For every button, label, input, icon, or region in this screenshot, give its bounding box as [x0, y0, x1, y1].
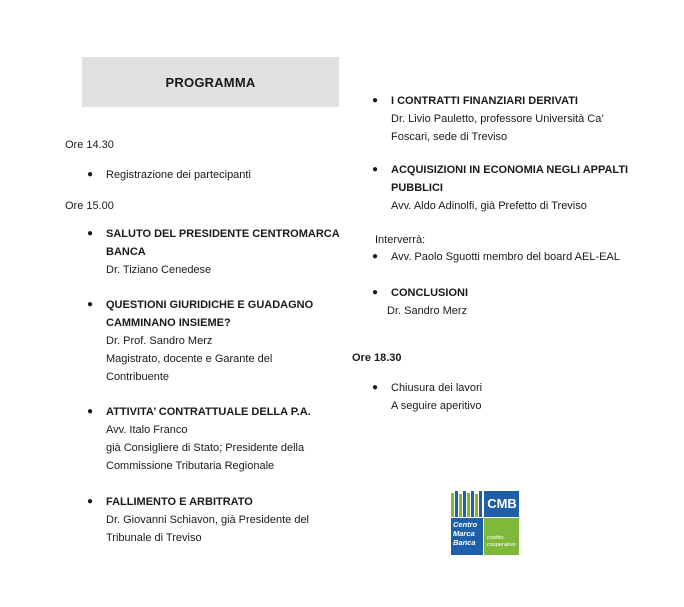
bullet-icon: ●: [87, 228, 94, 239]
list-item-fallimento: ● FALLIMENTO E ARBITRATO Dr. Giovanni Schiavon, già Presidente del Tribunale di Treviso: [106, 493, 309, 547]
list-item-saluto: ● SALUTO DEL PRESIDENTE CENTROMARCA BANCA Dr. Tiziano Cenedese: [106, 225, 340, 279]
program-title-box: [82, 57, 339, 107]
logo-abbr: CMB: [487, 496, 517, 511]
bullet-icon: ●: [372, 287, 379, 298]
bullet-icon: ●: [87, 406, 94, 417]
bullet-icon: ●: [87, 299, 94, 310]
list-item-derivati: ● I CONTRATTI FINANZIARI DERIVATI Dr. Livio Pauletto, professore Università Ca’ Foscari, sede di Treviso: [391, 92, 604, 146]
time-1830: Ore 18.30: [352, 352, 402, 364]
program-title: PROGRAMMA: [165, 74, 256, 90]
logo-name: Centro Marca Banca: [453, 520, 478, 547]
bullet-icon: ●: [87, 169, 94, 180]
logo-subtitle: credito cooperativo: [487, 535, 516, 548]
bullet-icon: ●: [372, 382, 379, 393]
list-item-registration: ● Registrazione dei partecipanti: [106, 166, 251, 184]
bullet-icon: ●: [372, 251, 379, 262]
list-item-acquisizioni: ● ACQUISIZIONI IN ECONOMIA NEGLI APPALTI PUBBLICI Avv. Aldo Adinolfi, già Prefetto di Treviso: [391, 161, 628, 215]
list-item-sguotti: ● Avv. Paolo Sguotti membro del board AEL-EAL: [391, 248, 620, 266]
bullet-icon: ●: [372, 95, 379, 106]
time-1500: Ore 15.00: [65, 200, 114, 212]
time-1430: Ore 14.30: [65, 139, 114, 151]
list-item-conclusioni: ● CONCLUSIONI Dr. Sandro Merz: [391, 284, 468, 320]
list-item-chiusura: ● Chiusura dei lavori A seguire aperitivo: [391, 379, 482, 415]
list-item-attivita: ● ATTIVITA’ CONTRATTUALE DELLA P.A. Avv. Italo Franco già Consigliere di Stato; Presidente della Commissione Tributaria Regionale: [106, 403, 311, 475]
interverra-label: Interverrà:: [375, 234, 426, 246]
bullet-icon: ●: [87, 496, 94, 507]
cmb-logo: [451, 491, 519, 555]
bullet-icon: ●: [372, 164, 379, 175]
list-item-questioni: ● QUESTIONI GIURIDICHE E GUADAGNO CAMMINANO INSIEME? Dr. Prof. Sandro Merz Magistrato, docente e Garante del Contribuente: [106, 296, 313, 386]
